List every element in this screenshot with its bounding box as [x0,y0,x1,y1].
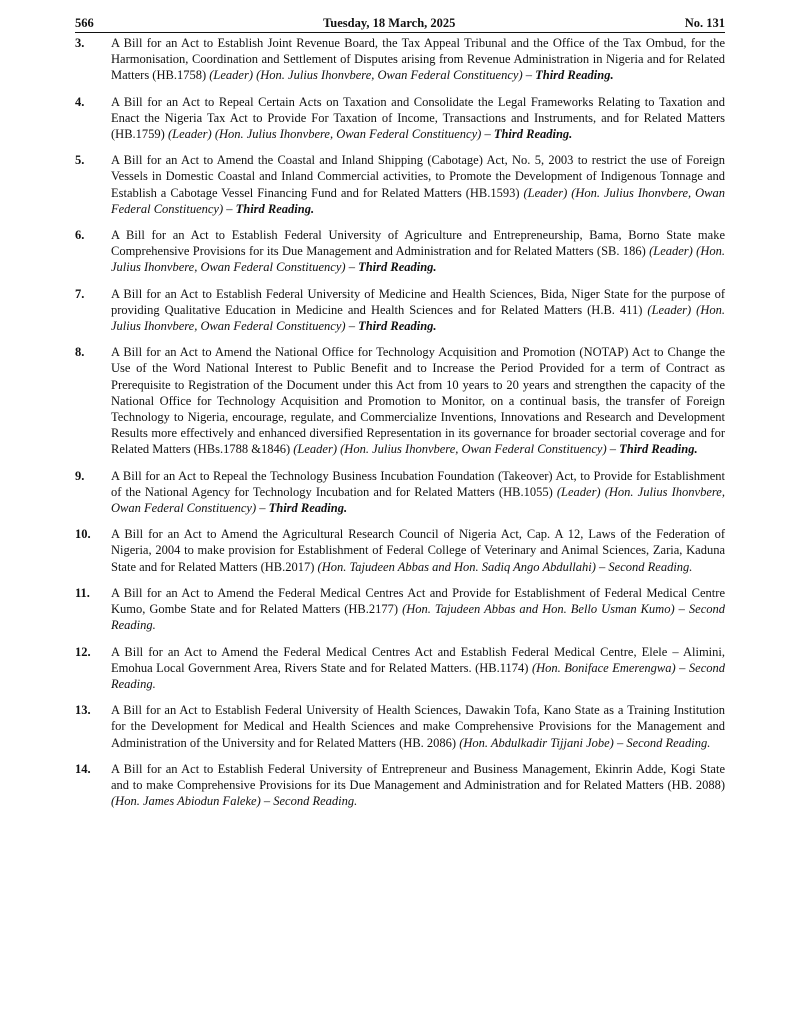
reading-stage: Third Reading. [268,501,348,516]
bill-list [75,35,725,809]
bill-item [75,152,725,217]
bill-sponsor: (Leader) (Hon. Julius Ihonvbere, Owan Federal Constituency) [293,442,607,457]
item-number: 12. [75,644,91,659]
item-number: 13. [75,703,91,718]
bill-item [75,35,725,84]
reading-stage: Third Reading. [235,201,315,216]
bill-sponsor: (Hon. Abdulkadir Tijjani Jobe) [459,735,614,750]
page-number: 566 [75,16,94,30]
item-body [111,286,725,335]
bill-sponsor: (Leader) (Hon. Julius Ihonvbere, Owan Federal Constituency) [111,185,725,216]
item-number: 4. [75,94,85,109]
bill-text: A Bill for an Act to Establish Federal University of Medicine and Health Sciences, Bida, Niger State for the purpose of providing Qualitative Education in Medicine and Health Sciences and for Related Matters (H.B. 411) [111,286,725,317]
reading-stage: Second Reading. [273,794,358,809]
item-number: 5. [75,153,85,168]
bill-item [75,94,725,143]
bill-text: A Bill for an Act to Amend the Coastal and Inland Shipping (Cabotage) Act, No. 5, 2003 to restrict the use of Foreign Vessels in Domestic Coastal and Inland Commercial activities, to Promote the Development of Indigenous Tonnage and Establish a Cabotage Vessel Financing Fund and for Related Matters (HB.1593) [111,153,725,200]
reading-stage: Second Reading. [111,660,726,691]
separator-dash: – [223,201,236,216]
item-body [111,585,725,634]
bill-text: A Bill for an Act to Amend the Agricultural Research Council of Nigeria Act, Cap. A 12, Laws of the Federation of Nigeria, 2004 to make provision for Establishment of Federal College of Veterinary and Animal Sciences, Zaria, Kaduna State and for Related Matters (HB.2017) [111,527,725,574]
reading-stage: Second Reading. [626,735,711,750]
bill-item [75,526,725,575]
page-header [75,16,725,33]
item-body [111,761,725,810]
separator-dash: – [674,602,689,617]
bill-text: A Bill for an Act to Amend the Federal Medical Centres Act and Provide for Establishment of Federal Medical Centre Kumo, Gombe State and for Related Matters (HB.2177) [111,585,725,617]
bill-text: A Bill for an Act to Repeal Certain Acts on Taxation and Consolidate the Legal Frameworks Relating to Taxation and Enact the Nigeria Tax Act to Provide For Taxation of Income, Transactions and Instruments, and for Related Matters (HB.1759) [111,94,725,142]
bill-sponsor: (Hon. Tajudeen Abbas and Hon. Bello Usman Kumo) [402,602,675,617]
separator-dash: – [613,735,627,750]
bill-text: A Bill for an Act to Establish Federal University of Health Sciences, Dawakin Tofa, Kano State as a Training Institution for the Development for Medical and Health Sciences and make Comprehensive Provisions for the Management and Administration of the University and for Related Matters (HB. 2086) [111,703,725,750]
bill-item [75,702,725,751]
header-date: Tuesday, 18 March, 2025 [323,16,456,30]
separator-dash: – [260,794,274,809]
reading-stage: Second Reading. [111,602,725,633]
bill-sponsor: (Leader) (Hon. Julius Ihonvbere, Owan Federal Constituency) [111,484,725,516]
separator-dash: – [345,260,359,275]
item-body [111,35,725,84]
item-body [111,344,725,457]
reading-stage: Third Reading. [535,68,614,83]
item-body [111,702,725,751]
bill-item [75,468,725,517]
bill-item [75,644,725,693]
issue-number: No. 131 [684,16,725,30]
bill-item [75,286,725,335]
bill-item [75,344,725,457]
item-body [111,94,725,143]
item-number: 3. [75,36,85,50]
reading-stage: Third Reading. [493,127,573,142]
separator-dash: – [522,68,536,83]
bill-sponsor: (Hon. Tajudeen Abbas and Hon. Sadiq Ango Abdullahi) [317,559,596,574]
bill-text: A Bill for an Act to Repeal the Technology Business Incubation Foundation (Takeover) Act, to Provide for Establishment of the National Agency for Technology Incubation and for Related Matters (HB.1055) [111,468,725,499]
separator-dash: – [595,559,609,574]
bill-sponsor: (Leader) (Hon. Julius Ihonvbere, Owan Federal Constituency) [111,302,725,334]
separator-dash: – [345,319,359,334]
bill-text: A Bill for an Act to Establish Federal University of Entrepreneur and Business Management, Ekinrin Adde, Kogi State and to make Comprehensive Provisions for its Due Management and Administration and for Related Matters (HB. 2088) [111,761,725,792]
order-paper-page [75,16,725,819]
item-body [111,644,725,693]
bill-text: A Bill for an Act to Amend the Federal Medical Centres Act and Establish Federal Medical Centre, Elele – Alimini, Emohua Local Government Area, Rivers State and for Related Matters. (HB.1174) [111,644,725,675]
item-number: 10. [75,527,91,542]
bill-item [75,227,725,276]
separator-dash: – [675,660,689,675]
reading-stage: Second Reading. [608,559,693,574]
reading-stage: Third Reading. [358,319,437,334]
item-number: 6. [75,228,85,243]
item-number: 9. [75,468,85,483]
bill-item [75,585,725,634]
item-body [111,227,725,276]
reading-stage: Third Reading. [619,442,698,457]
bill-sponsor: (Leader) (Hon. Julius Ihonvbere, Owan Federal Constituency) [167,127,482,142]
bill-sponsor: (Hon. Boniface Emerengwa) [531,660,676,675]
item-number: 11. [75,585,90,600]
item-body [111,468,725,517]
bill-text: A Bill for an Act to Amend the National Office for Technology Acquisition and Promotion (NOTAP) Act to Change the Use of the Word National Interest to Public Benefit and to Increase the Period Provided for a term of Contract as Prerequisite to Registration of the Document under this Act from 10 years to 20 years and strengthen the capacity of the National Office for Technology Acquisition and Promotion to Monitor, on a continual basis, the transfer of Foreign Technology to Nigeria, encourage, regulate, and Commercialize Inventions, Innovations and Research and Development Results more effectively and enhanced diversified Representation in its governance for broader sectorial coverage and for Related Matters (HBs.1788 &1846) [111,345,725,457]
separator-dash: – [606,442,620,457]
separator-dash: – [256,501,269,516]
item-number: 14. [75,761,91,776]
bill-text: A Bill for an Act to Establish Joint Revenue Board, the Tax Appeal Tribunal and the Office of the Tax Ombud, for the Harmonisation, Coordination and Settlement of Disputes arising from Revenue Administration in Nigeria and for Related Matters (HB.1758) [111,36,725,83]
bill-text: A Bill for an Act to Establish Federal University of Agriculture and Entrepreneurship, Bama, Borno State make Comprehensive Provisions for its Due Management and Administration and for Related Matters (SB. 186) [111,228,725,259]
bill-sponsor: (Hon. James Abiodun Faleke) [111,794,261,809]
item-number: 8. [75,345,85,360]
bill-item [75,761,725,810]
item-body [111,152,725,217]
item-body [111,526,725,575]
bill-sponsor: (Leader) (Hon. Julius Ihonvbere, Owan Federal Constituency) [111,244,725,275]
reading-stage: Third Reading. [358,260,437,275]
item-number: 7. [75,286,85,301]
separator-dash: – [481,127,494,142]
bill-sponsor: (Leader) (Hon. Julius Ihonvbere, Owan Federal Constituency) [209,68,523,83]
